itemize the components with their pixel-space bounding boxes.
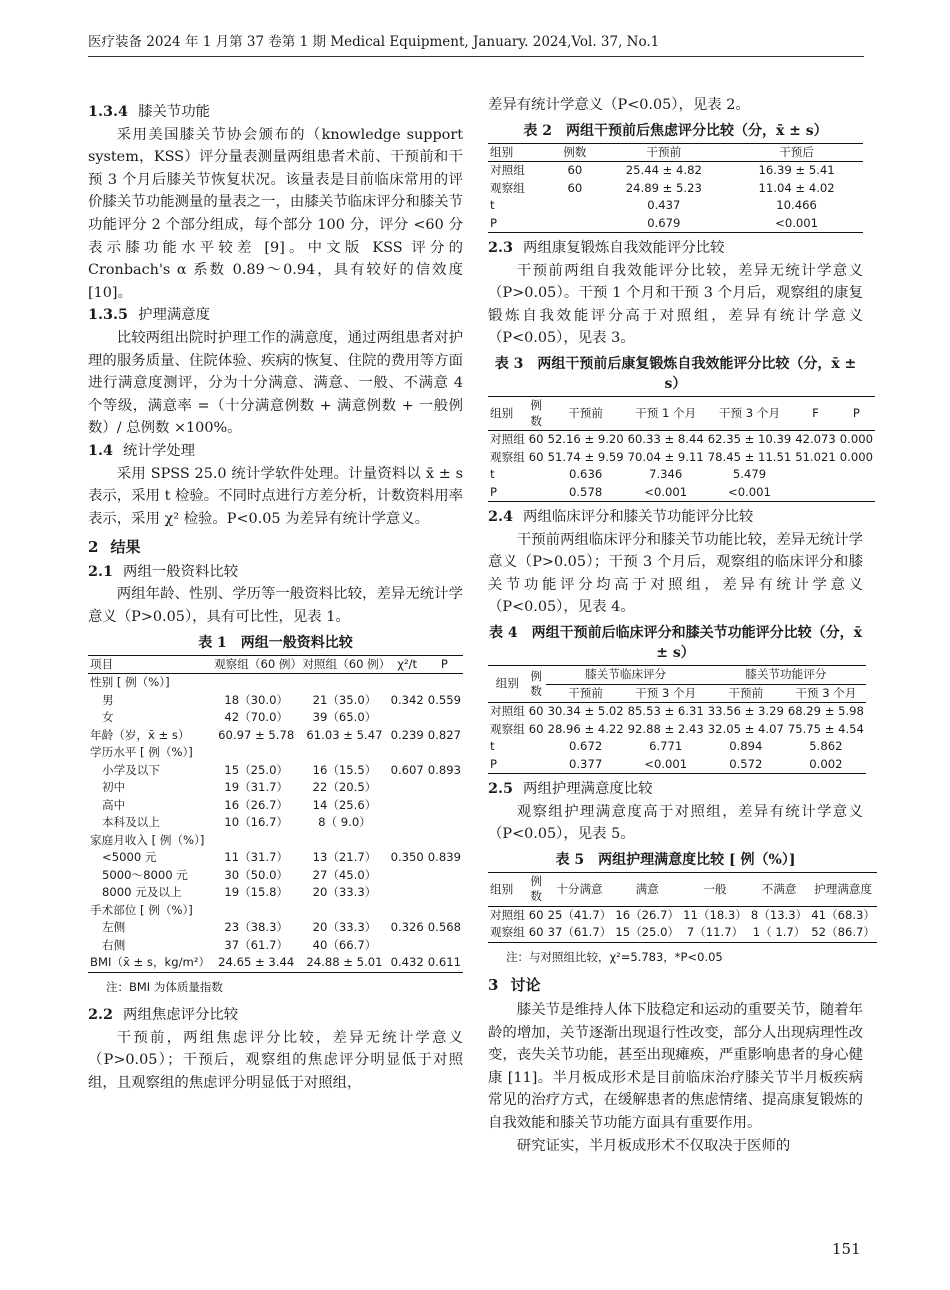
t4-cell: 92.88 ± 2.43 xyxy=(627,721,704,736)
t3-cell: 60.33 ± 8.44 xyxy=(627,432,704,447)
t1-cell xyxy=(300,744,388,762)
section-2-5-text: 观察组护理满意度高于对照组，差异有统计学意义（P<0.05），见表 5。 xyxy=(488,803,863,843)
t4-cell: 0.377 xyxy=(569,756,603,771)
t4-cell xyxy=(527,738,546,756)
t5-cell: 对照组 xyxy=(490,907,525,922)
t1-cell: 20（33.3） xyxy=(312,885,377,900)
t5-cell: 60 xyxy=(528,907,544,922)
t1-cell xyxy=(426,832,463,850)
t2-cell: 10.466 xyxy=(776,198,817,213)
section-2-4-text: 干预前两组临床评分和膝关节功能比较，差异无统计学意义（P>0.05）；干预 3 个月后，观察组的临床评分和膝关节功能评分均高于对照组，差异有统计学意义（P<0.05），见表 4。 xyxy=(488,531,863,616)
table-row xyxy=(88,902,463,920)
t1-header-0: 项目 xyxy=(88,655,212,674)
t1-cell xyxy=(426,797,463,815)
t1-cell: 21（35.0） xyxy=(312,692,377,707)
t1-cell xyxy=(389,937,426,955)
t1-cell xyxy=(389,867,426,885)
t5-header-2: 十分满意 xyxy=(546,872,614,906)
t1-cell: 0.568 xyxy=(427,920,461,935)
t1-cell: 60.97 ± 5.78 xyxy=(218,727,295,742)
section-1-3-4-text: 采用美国膝关节协会颁布的（knowledge support system，KSS）评分量表测量两组患者术前、干预前和干预 3 个月后膝关节恢复状况。该量表是目前临床常用的评价膝关节功能测量的量表之一，由膝关节临床评分和膝关节功能评分 2 个部分组成，每个部分 100 分，评分 <60 分表示膝功能水平较差 [9]。中文版 KSS 评分的 Cronbach's α 系数 0.89～0.94，具有较好的信效度 [10]。 xyxy=(88,126,463,301)
t1-cell xyxy=(426,709,463,727)
table-2 xyxy=(488,143,863,234)
table-row xyxy=(488,180,863,198)
table-row xyxy=(488,449,875,467)
t2-cell: t xyxy=(490,198,495,213)
table-row xyxy=(488,756,866,774)
t3-cell xyxy=(527,484,546,502)
t1-cell: 10（16.7） xyxy=(224,815,289,830)
t3-cell xyxy=(838,466,875,484)
t4-cell: 33.56 ± 3.29 xyxy=(707,704,784,719)
t5-cell: 观察组 xyxy=(490,925,525,940)
t1-cell xyxy=(426,674,463,692)
t1-cell: 女 xyxy=(102,710,114,725)
t1-cell: 家庭月收入 [ 例（%）] xyxy=(90,832,205,847)
t1-cell: 30（50.0） xyxy=(224,867,289,882)
t1-header-2: 对照组（60 例） xyxy=(300,655,388,674)
t2-header-1: 例数 xyxy=(552,143,597,162)
table-1 xyxy=(88,655,463,973)
t2-cell: P xyxy=(490,215,497,230)
t5-cell: 41（68.3） xyxy=(811,907,876,922)
t4-subheader-0: 干预前 xyxy=(546,684,626,703)
table-4-caption: 表 4 两组干预前后临床评分和膝关节功能评分比较（分，x̄ ± s） xyxy=(489,625,862,662)
t3-cell: 70.04 ± 9.11 xyxy=(627,449,704,464)
t4-cell: t xyxy=(490,739,495,754)
t4-cell: 观察组 xyxy=(490,721,525,736)
table-row xyxy=(88,674,463,692)
t2-cell: 24.89 ± 5.23 xyxy=(625,180,702,195)
t1-cell: 37（61.7） xyxy=(224,937,289,952)
t3-cell: 62.35 ± 10.39 xyxy=(707,432,792,447)
t1-cell: 0.326 xyxy=(390,920,424,935)
t3-cell: 60 xyxy=(528,449,544,464)
table-row xyxy=(88,832,463,850)
table-row xyxy=(488,924,877,942)
t3-cell: 78.45 ± 11.51 xyxy=(707,449,792,464)
t2-cell xyxy=(552,215,597,233)
section-1-3-5-text: 比较两组出院时护理工作的满意度，通过两组患者对护理的服务质量、住院体验、疾病的恢复、住院的费用等方面进行满意度测评，分为十分满意、满意、一般、不满意 4 个等级，满意率 =（十分满意例数 + 满意例数 + 一般例数）/ 总例数 ×100%。 xyxy=(88,329,463,437)
t3-cell: 0.000 xyxy=(839,449,873,464)
t3-header-3: 干预 1 个月 xyxy=(626,397,706,431)
t3-cell: t xyxy=(490,467,495,482)
t1-cell: 39（65.0） xyxy=(312,710,377,725)
left-column xyxy=(88,101,463,1095)
t4-cell: <0.001 xyxy=(644,756,688,771)
t3-cell: 0.000 xyxy=(839,432,873,447)
right-column xyxy=(488,94,876,1157)
t4-group-col: 组别 xyxy=(488,666,527,703)
table-row xyxy=(88,884,463,902)
t3-cell: 5.479 xyxy=(732,467,767,482)
t1-cell: 小学及以下 xyxy=(102,762,160,777)
table-row xyxy=(88,919,463,937)
table-3-caption: 表 3 两组干预前后康复锻炼自我效能评分比较（分，x̄ ± s） xyxy=(494,356,857,393)
t1-cell: 8000 元及以上 xyxy=(102,885,182,900)
t3-cell: 51.74 ± 9.59 xyxy=(547,449,624,464)
t5-header-4: 一般 xyxy=(681,872,749,906)
t1-cell: 19（31.7） xyxy=(224,780,289,795)
t2-cell: 25.44 ± 4.82 xyxy=(625,163,702,178)
t4-cell: 5.862 xyxy=(809,739,843,754)
t2-header-0: 组别 xyxy=(488,143,552,162)
section-2-4-heading: 2.4 两组临床评分和膝关节功能评分比较 xyxy=(488,508,754,526)
t4-function-header: 膝关节功能评分 xyxy=(706,666,866,685)
t4-cell: 32.05 ± 4.07 xyxy=(707,721,784,736)
t1-cell: 42（70.0） xyxy=(224,710,289,725)
table-row xyxy=(488,431,875,449)
table-row xyxy=(488,162,863,180)
t3-cell xyxy=(527,466,546,484)
section-3-text-2: 研究证实，半月板成形术不仅取决于医师的 xyxy=(516,1137,791,1154)
running-header: 医疗装备 2024 年 1 月第 37 卷第 1 期 Medical Equipment, January. 2024,Vol. 37, No.1 xyxy=(88,34,660,50)
t2-cell: 0.679 xyxy=(647,215,681,230)
t1-cell: 5000～8000 元 xyxy=(102,867,188,882)
t1-cell: 左侧 xyxy=(102,920,126,935)
t1-cell: 0.839 xyxy=(427,850,461,865)
t1-cell: 0.432 xyxy=(390,955,424,970)
t1-cell xyxy=(300,674,388,692)
section-2-1-heading: 2.1 两组一般资料比较 xyxy=(88,562,239,580)
table-row xyxy=(488,906,877,924)
t1-cell: 0.342 xyxy=(390,692,424,707)
t1-cell: 40（66.7） xyxy=(312,937,377,952)
t1-cell xyxy=(389,832,426,850)
t3-cell: 对照组 xyxy=(490,432,525,447)
t3-cell: 7.346 xyxy=(649,467,683,482)
t4-subheader-3: 干预 3 个月 xyxy=(786,684,866,703)
t2-header-2: 干预前 xyxy=(597,143,730,162)
t2-cell: 16.39 ± 5.41 xyxy=(758,163,835,178)
t4-cell: 0.894 xyxy=(729,739,763,754)
t1-cell: 0.893 xyxy=(427,762,461,777)
table-row xyxy=(88,709,463,727)
table-row xyxy=(88,727,463,745)
t2-cell: <0.001 xyxy=(775,215,819,230)
section-2-2-text: 干预前，两组焦虑评分比较，差异无统计学意义（P>0.05）；干预后，观察组的焦虑评分明显低于对照组，且观察组的焦虑评分明显低于对照组， xyxy=(88,1029,463,1092)
t1-cell: 0.350 xyxy=(390,850,424,865)
t1-cell xyxy=(212,832,300,850)
table-row xyxy=(488,721,866,739)
t1-cell: 0.827 xyxy=(427,727,461,742)
t2-cell xyxy=(552,197,597,215)
t1-cell xyxy=(389,744,426,762)
t1-header-3: χ²/t xyxy=(389,655,426,674)
table-5-caption: 表 5 两组护理满意度比较 [ 例（%）] xyxy=(555,851,796,868)
table-5 xyxy=(488,872,877,943)
table-4 xyxy=(488,665,866,774)
t1-cell xyxy=(300,902,388,920)
section-2-3-text: 干预前两组自我效能评分比较，差异无统计学意义（P>0.05）。干预 1 个月和干预 3 个月后，观察组的康复锻炼自我效能评分高于对照组，差异有统计学意义（P<0.05），见表 3。 xyxy=(488,262,863,347)
t3-header-5: F xyxy=(793,397,838,431)
table-row xyxy=(88,797,463,815)
t3-cell: <0.001 xyxy=(728,484,771,499)
t4-cell: 0.002 xyxy=(809,756,843,771)
section-1-4-heading: 1.4 统计学处理 xyxy=(88,441,196,459)
header-rule xyxy=(88,56,864,57)
t2-cell: 11.04 ± 4.02 xyxy=(758,180,835,195)
t1-cell: 0.611 xyxy=(427,955,461,970)
t1-cell xyxy=(426,867,463,885)
t1-cell: 19（15.8） xyxy=(224,885,289,900)
t1-cell xyxy=(389,674,426,692)
t1-cell: 18（30.0） xyxy=(224,692,289,707)
t1-cell: 24.88 ± 5.01 xyxy=(306,955,383,970)
t2-cell: 0.437 xyxy=(647,198,681,213)
t4-cell: 60 xyxy=(528,721,544,736)
t1-cell: 0.607 xyxy=(390,762,424,777)
t1-cell xyxy=(389,797,426,815)
t1-cell: 24.65 ± 3.44 xyxy=(218,955,295,970)
t1-cell xyxy=(389,814,426,832)
t1-cell xyxy=(426,744,463,762)
t3-header-0: 组别 xyxy=(488,397,527,431)
t4-n-col: 例数 xyxy=(527,666,546,703)
t4-cell: 0.572 xyxy=(729,756,763,771)
section-2-heading: 2 结果 xyxy=(88,538,141,557)
t5-cell: 8（13.3） xyxy=(750,907,808,922)
t4-cell: 30.34 ± 5.02 xyxy=(547,704,624,719)
t1-cell: 13（21.7） xyxy=(312,850,377,865)
t4-cell: 85.53 ± 6.31 xyxy=(627,704,704,719)
t2-cell: 观察组 xyxy=(490,180,525,195)
t1-cell xyxy=(212,902,300,920)
section-2-3-heading: 2.3 两组康复锻炼自我效能评分比较 xyxy=(488,239,725,257)
table-row xyxy=(88,867,463,885)
t1-cell: 20（33.3） xyxy=(312,920,377,935)
t4-cell: 68.29 ± 5.98 xyxy=(787,704,864,719)
table-row xyxy=(488,197,863,215)
t5-header-3: 满意 xyxy=(613,872,681,906)
t1-cell: <5000 元 xyxy=(102,850,157,865)
table-row xyxy=(88,692,463,710)
t5-cell: 15（25.0） xyxy=(615,925,680,940)
t1-cell: 15（25.0） xyxy=(224,762,289,777)
t1-cell xyxy=(426,814,463,832)
table-row xyxy=(488,703,866,721)
t2-cell: 对照组 xyxy=(490,163,525,178)
table-row xyxy=(488,484,875,502)
t1-cell: 0.239 xyxy=(390,727,424,742)
table-5-note: 注：与对照组比较，χ²=5.783，*P<0.05 xyxy=(506,949,723,964)
t1-cell: 学历水平 [ 例（%）] xyxy=(90,745,193,760)
section-3-text: 膝关节是维持人体下肢稳定和运动的重要关节，随着年龄的增加，关节逐渐出现退行性改变，部分人出现病理性改变，丧失关节功能，甚至出现瘫痪，严重影响患者的身心健康 [11]。半月板成形术是目前临床治疗膝关节半月板疾病常见的治疗方式，在缓解患者的焦虑情绪、提高康复锻炼的自我效能和膝关节功能方面具有重要作用。 xyxy=(488,1002,863,1131)
t5-cell: 1（ 1.7） xyxy=(752,925,806,940)
t4-cell: 75.75 ± 4.54 xyxy=(787,721,864,736)
t4-cell: P xyxy=(490,756,497,771)
section-2-5-heading: 2.5 两组护理满意度比较 xyxy=(488,780,653,798)
t4-cell: 60 xyxy=(528,704,544,719)
table-1-note: 注：BMI 为体质量指数 xyxy=(106,979,223,994)
t5-header-5: 不满意 xyxy=(749,872,809,906)
t1-cell xyxy=(389,779,426,797)
t3-cell: <0.001 xyxy=(644,484,688,499)
t3-cell xyxy=(838,484,875,502)
t1-cell: 16（15.5） xyxy=(312,762,377,777)
t1-cell xyxy=(212,674,300,692)
table-row xyxy=(88,744,463,762)
t1-cell: 0.559 xyxy=(427,692,461,707)
page-number: 151 xyxy=(832,1240,861,1258)
table-3 xyxy=(488,396,875,502)
t5-header-0: 组别 xyxy=(488,872,527,906)
t3-header-4: 干预 3 个月 xyxy=(706,397,793,431)
t3-cell: 观察组 xyxy=(490,449,525,464)
t3-cell xyxy=(793,466,838,484)
t2-cell: 60 xyxy=(567,180,583,195)
t5-cell: 25（41.7） xyxy=(547,907,612,922)
t1-cell: 右侧 xyxy=(102,937,126,952)
t2-header-3: 干预后 xyxy=(730,143,863,162)
t1-cell: 本科及以上 xyxy=(102,815,160,830)
t5-cell: 37（61.7） xyxy=(547,925,612,940)
section-1-3-5-heading: 1.3.5 护理满意度 xyxy=(88,306,211,324)
t1-cell: 手术部位 [ 例（%）] xyxy=(90,902,193,917)
t1-cell xyxy=(426,779,463,797)
t1-cell xyxy=(389,709,426,727)
t5-cell: 52（86.7） xyxy=(811,925,876,940)
t1-cell: 高中 xyxy=(102,797,126,812)
t1-cell xyxy=(426,884,463,902)
section-2-2-continued: 差异有统计学意义（P<0.05），见表 2。 xyxy=(488,97,750,113)
t1-cell: 22（20.5） xyxy=(312,780,377,795)
t1-cell xyxy=(389,884,426,902)
t1-cell: 27（45.0） xyxy=(312,867,377,882)
section-2-1-text: 两组年龄、性别、学历等一般资料比较，差异无统计学意义（P>0.05），具有可比性，见表 1。 xyxy=(88,586,463,626)
t4-cell: 6.771 xyxy=(649,739,683,754)
t3-cell: 42.073 xyxy=(795,432,836,447)
table-1-caption: 表 1 两组一般资料比较 xyxy=(198,634,353,651)
table-row xyxy=(88,779,463,797)
table-2-caption: 表 2 两组干预前后焦虑评分比较（分，x̄ ± s） xyxy=(523,122,828,139)
t5-cell: 60 xyxy=(528,925,544,940)
t5-cell: 11（18.3） xyxy=(683,907,747,922)
t1-cell: 性别 [ 例（%）] xyxy=(90,675,170,690)
t1-cell: 男 xyxy=(102,692,114,707)
t5-header-6: 护理满意度 xyxy=(809,872,877,906)
t1-cell: 初中 xyxy=(102,780,126,795)
table-row xyxy=(88,954,463,972)
t1-cell xyxy=(426,937,463,955)
table-row xyxy=(488,466,875,484)
t4-subheader-2: 干预前 xyxy=(706,684,786,703)
t3-cell: P xyxy=(490,484,497,499)
table-row xyxy=(488,215,863,233)
t1-cell xyxy=(212,744,300,762)
section-1-4-text: 采用 SPSS 25.0 统计学软件处理。计量资料以 x̄ ± s 表示，采用 t 检验。不同时点进行方差分析，计数资料用率表示，采用 χ² 检验。P<0.05 为差异有统计学意义。 xyxy=(88,465,463,527)
t4-cell: 28.96 ± 4.22 xyxy=(547,721,624,736)
t1-cell: 14（25.6） xyxy=(312,797,377,812)
t1-cell: BMI（x̄ ± s，kg/m²） xyxy=(90,955,211,970)
t2-cell: 60 xyxy=(567,163,583,178)
t3-cell: 0.578 xyxy=(569,484,603,499)
table-row xyxy=(88,937,463,955)
t5-header-1: 例数 xyxy=(527,872,546,906)
t3-cell: 60 xyxy=(528,432,544,447)
table-row xyxy=(88,849,463,867)
section-2-2-heading: 2.2 两组焦虑评分比较 xyxy=(88,1006,239,1024)
t1-cell: 61.03 ± 5.47 xyxy=(306,727,383,742)
section-3-heading: 3 讨论 xyxy=(488,976,541,995)
t3-cell: 52.16 ± 9.20 xyxy=(547,432,624,447)
t1-cell: 8（ 9.0） xyxy=(318,815,371,830)
t5-cell: 7（11.7） xyxy=(686,925,744,940)
table-row xyxy=(88,814,463,832)
t1-cell: 11（31.7） xyxy=(224,850,289,865)
t5-cell: 16（26.7） xyxy=(615,907,680,922)
t1-cell: 16（26.7） xyxy=(224,797,289,812)
t4-clinical-header: 膝关节临床评分 xyxy=(546,666,706,685)
table-row xyxy=(88,762,463,780)
t1-cell xyxy=(389,902,426,920)
table-row xyxy=(488,738,866,756)
t4-cell xyxy=(527,756,546,774)
t3-cell: 51.021 xyxy=(795,449,836,464)
t3-header-1: 例数 xyxy=(527,397,546,431)
t4-subheader-1: 干预 3 个月 xyxy=(626,684,706,703)
t1-cell: 年龄（岁，x̄ ± s） xyxy=(90,727,190,742)
t3-header-2: 干预前 xyxy=(546,397,626,431)
t1-cell xyxy=(300,832,388,850)
section-1-3-4-heading: 1.3.4 膝关节功能 xyxy=(88,103,211,120)
t3-header-6: P xyxy=(838,397,875,431)
t1-cell: 23（38.3） xyxy=(224,920,289,935)
t1-cell xyxy=(426,902,463,920)
t4-cell: 对照组 xyxy=(490,704,525,719)
t1-header-1: 观察组（60 例） xyxy=(212,655,300,674)
t3-cell xyxy=(793,484,838,502)
t3-cell: 0.636 xyxy=(569,467,603,482)
t1-header-4: P xyxy=(426,655,463,674)
t4-cell: 0.672 xyxy=(569,739,603,754)
